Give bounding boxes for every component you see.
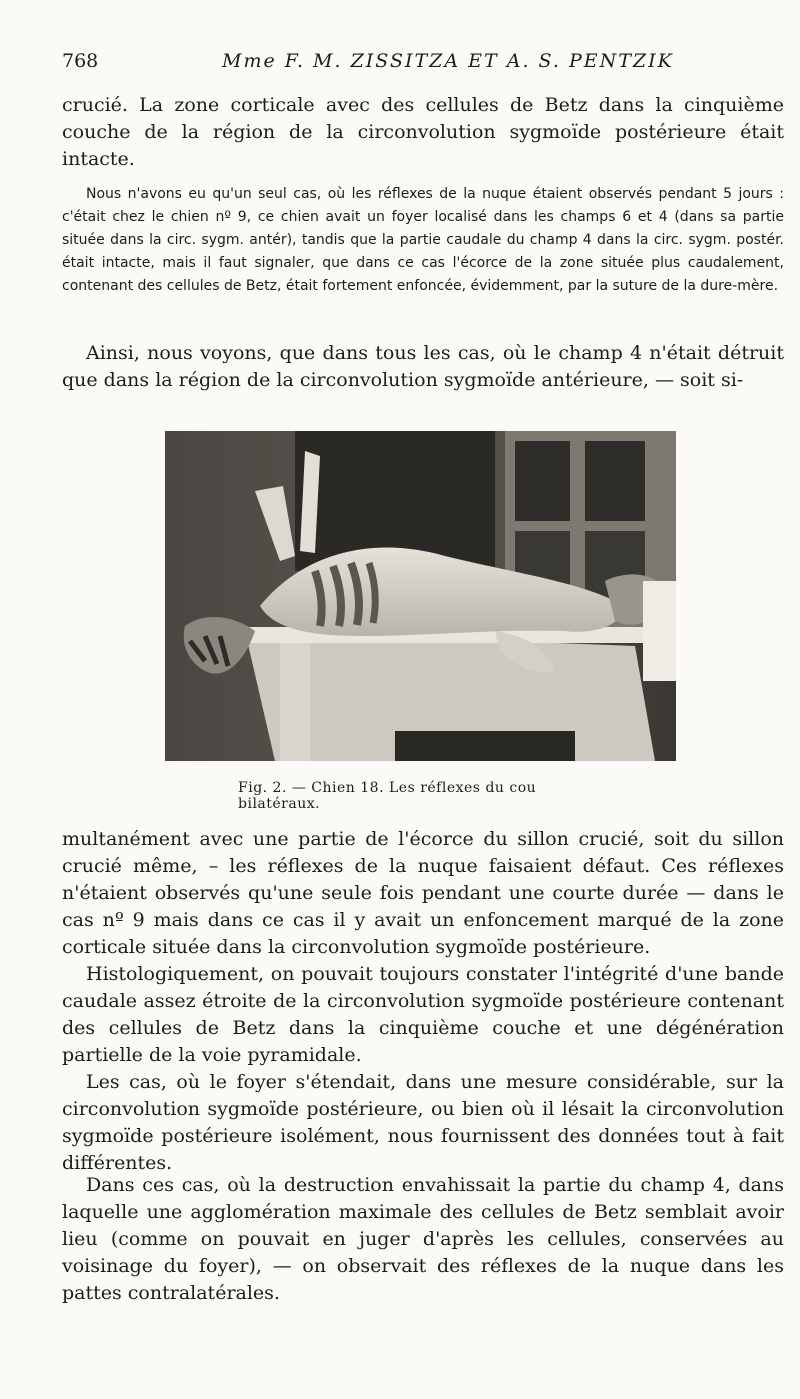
dog-photograph (165, 431, 676, 761)
paragraph-dans-ces-cas: Dans ces cas, où la destruction envahissait la partie du champ 4, dans laquelle une agglomération maximale des cellules de Betz semblait avoir lieu (comme on pouvait en juger d'après les cellules, conservées au voisinage du foyer), — on observait des réflexes de la nuque dans les pattes contralatérales. (62, 1174, 784, 1304)
dog-photograph-drawing (165, 431, 676, 761)
paragraph-ainsi: Ainsi, nous voyons, que dans tous les cas, où le champ 4 n'était détruit que dans la région de la circonvolution sygmoïde antérieure, — soit si- (62, 342, 784, 391)
paragraph-histologiquement: Histologiquement, on pouvait toujours constater l'intégrité d'une bande caudale assez étroite de la circonvolution sygmoïde postérieure contenant des cellules de Betz dans la cinquième couche et une dégénération partielle de la voie pyramidale. (62, 963, 784, 1066)
paragraph-les-cas: Les cas, où le foyer s'étendait, dans une mesure considérable, sur la circonvolution sygmoïde postérieure, ou bien où il lésait la circonvolution sygmoïde postérieure isolément, nous fournissent des données tout à fait différentes. (62, 1071, 784, 1174)
page-number: 768 (62, 50, 99, 72)
footnote-paragraph: Nous n'avons eu qu'un seul cas, où les réflexes de la nuque étaient observés pendant 5 jours : c'était chez le chien nº 9, ce chien avait un foyer localisé dans les champs 6 et 4 (dans sa partie située dans la circ. sygm. antér), tandis que la partie caudale du champ 4 dans la circ. sygm. postér. était intacte, mais il faut signaler, que dans ce cas l'écorce de la zone située plus caudalement, contenant des cellules de Betz, était fortement enfoncée, évidemment, par la suture de la dure-mère. (62, 186, 784, 294)
figure-caption: Fig. 2. — Chien 18. Les réflexes du cou bilatéraux. (238, 780, 537, 812)
paragraph-simultanement: multanément avec une partie de l'écorce du sillon crucié, soit du sillon crucié même, – les réflexes de la nuque faisaient défaut. Ces réflexes n'étaient observés qu'une seule fois pendant une courte durée — dans le cas nº 9 mais dans ce cas il y avait un enfoncement marqué de la zone corticale située dans la circonvolution sygmoïde postérieure. (62, 828, 784, 958)
page-header (62, 50, 762, 80)
running-title: Mme F. M. ZISSITZA ET A. S. PENTZIK (222, 50, 674, 72)
paragraph-continuation: crucié. La zone corticale avec des cellules de Betz dans la cinquième couche de la région de la circonvolution sygmoïde postérieure était intacte. (62, 94, 784, 170)
